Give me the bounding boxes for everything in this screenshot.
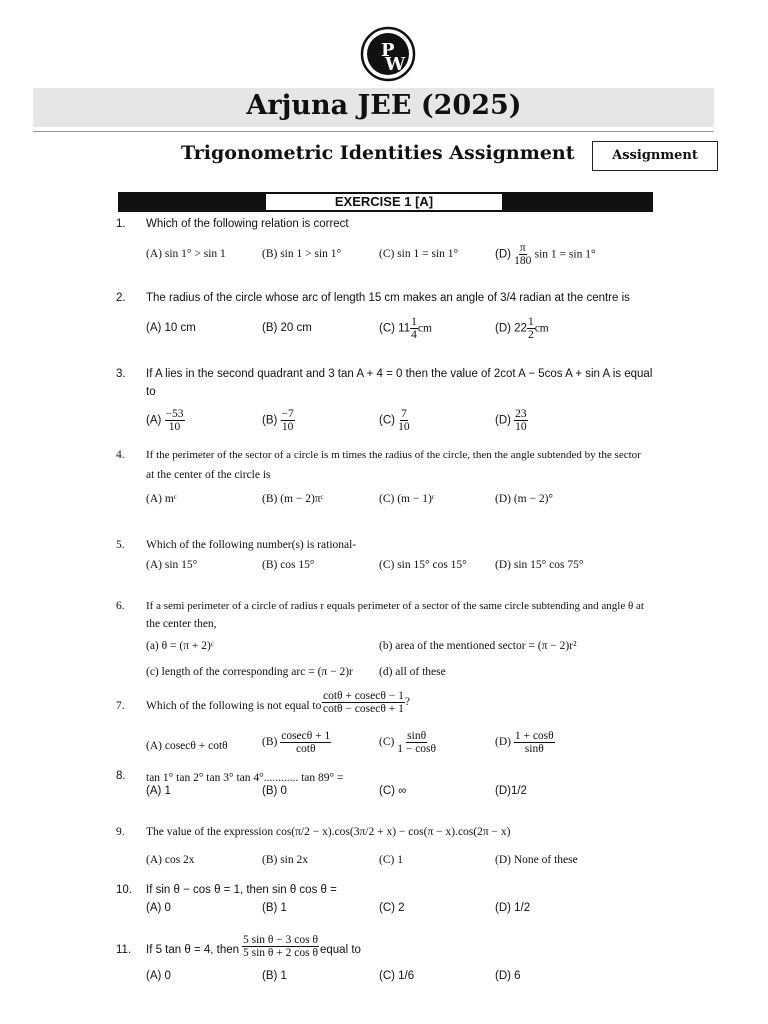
option-a: (A) 0 (146, 970, 171, 982)
divider (33, 131, 714, 132)
question-text: tan 1° tan 2° tan 3° tan 4°............ tan 89° = (146, 772, 344, 784)
question-text: Which of the following is not equal to (146, 700, 322, 712)
option-a: (A) cos 2x (146, 854, 195, 866)
option-c (379, 730, 436, 755)
option-c: (C) (m − 1)ᶜ (379, 493, 435, 505)
question-text: If A lies in the second quadrant and 3 tan A + 4 = 0 then the value of 2cot A − 5cos A + sin A is equal (146, 368, 653, 380)
question-text-cont: the center then, (146, 618, 217, 630)
fraction (397, 730, 436, 755)
option-a: (A) 1 (146, 785, 171, 797)
denominator: 10 (398, 421, 410, 433)
question-text: The radius of the circle whose arc of length 15 cm makes an angle of 3/4 radian at the centre is (146, 292, 630, 304)
option-b: (B) (m − 2)πᶜ (262, 493, 324, 505)
option-c (379, 408, 410, 433)
denominator: 10 (281, 421, 294, 433)
question-6 (0, 598, 768, 680)
option-b: (B) cos 15° (262, 559, 315, 571)
fraction (398, 408, 410, 433)
question-text: If the perimeter of the sector of a circle is m times the radius of the circle, then the angle subtended by the sector (146, 449, 641, 461)
option-d: (D) 1/2 (495, 902, 531, 914)
assignment-subtitle: Trigonometric Identities Assignment (181, 142, 575, 164)
option-d-expr: sin 1 = sin 1° (534, 248, 596, 261)
option-b: (B) 20 cm (262, 322, 312, 334)
option-c: (C) 2 (379, 902, 405, 914)
option-d (495, 730, 555, 755)
question-3 (0, 366, 768, 440)
option-label: (C) (379, 414, 395, 427)
question-8 (0, 768, 768, 802)
pw-logo (360, 26, 416, 82)
option-d: (D) sin 15° cos 75° (495, 559, 584, 571)
numerator: 7 (401, 408, 407, 420)
question-text: If a semi perimeter of a circle of radius r equals perimeter of a sector of the same circle subtending and angle θ at (146, 600, 644, 612)
numerator: −7 (281, 408, 294, 420)
numerator: cosecθ + 1 (281, 730, 331, 742)
option-c: (C) sin 1 = sin 1° (379, 248, 459, 260)
option-label: (D) (495, 414, 511, 427)
question-text: If sin θ − cos θ = 1, then sin θ cos θ = (146, 884, 337, 896)
option-d (495, 242, 596, 267)
option-a: (A) mᶜ (146, 493, 177, 505)
fraction (514, 408, 528, 433)
question-9 (0, 824, 768, 870)
question-fraction (242, 934, 319, 959)
option-a: (A) 10 cm (146, 322, 196, 334)
denominator: 10 (515, 421, 527, 433)
option-b: (b) area of the mentioned sector = (π − 2)r² (379, 640, 577, 652)
option-b: (B) sin 2x (262, 854, 308, 866)
denominator: sinθ (524, 743, 544, 755)
question-number: 7. (116, 700, 125, 712)
fraction (527, 316, 535, 341)
question-number: 3. (116, 368, 126, 380)
page-title: Arjuna JEE (2025) (246, 90, 522, 121)
denominator: 2 (527, 329, 534, 341)
option-c: (C) 1/6 (379, 970, 415, 982)
option-a: (a) θ = (π + 2)ᶜ (146, 640, 214, 652)
unit: cm (534, 322, 549, 335)
exercise-label: EXERCISE 1 [A] (266, 194, 502, 210)
numerator: 1 (411, 316, 417, 328)
question-number: 5. (116, 539, 125, 551)
option-d (495, 408, 528, 433)
option-d-label: (D) 22 (495, 322, 527, 335)
question-text: Which of the following number(s) is rational- (146, 539, 357, 551)
option-label: (B) (262, 736, 278, 749)
option-c: (C) 1 (379, 854, 403, 866)
question-1 (0, 216, 768, 272)
option-c: (C) ∞ (379, 785, 407, 797)
fraction (280, 730, 331, 755)
question-number: 2. (116, 292, 126, 304)
denominator: 1 − cosθ (397, 743, 437, 755)
question-number: 1. (116, 218, 126, 230)
question-2 (0, 290, 768, 350)
option-d: (d) all of these (379, 666, 446, 678)
fraction (281, 408, 295, 433)
question-number: 6. (116, 600, 125, 612)
denominator: 180 (514, 255, 532, 267)
denominator: 5 sin θ + 2 cos θ (243, 947, 319, 959)
option-label: (D) (495, 736, 511, 749)
question-text-after: equal to (320, 944, 361, 956)
question-text: Which of the following relation is correct (146, 218, 349, 230)
numerator: −53 (165, 408, 184, 420)
denominator: 10 (168, 421, 181, 433)
option-a: (A) sin 1° > sin 1 (146, 248, 226, 260)
option-b (262, 408, 295, 433)
denominator: cotθ (295, 743, 316, 755)
question-4 (0, 447, 768, 513)
question-text: The value of the expression cos(π/2 − x).cos(3π/2 + x) − cos(π − x).cos(2π − x) (146, 826, 511, 838)
unit: cm (417, 322, 432, 335)
option-label: (A) (146, 414, 162, 427)
option-a: (A) cosecθ + cotθ (146, 740, 228, 752)
numerator: 5 sin θ − 3 cos θ (243, 934, 319, 946)
option-b: (B) 0 (262, 785, 287, 797)
numerator: 1 + cosθ (514, 730, 554, 742)
fraction (514, 730, 555, 755)
option-b (262, 730, 331, 755)
question-text-cont: to (146, 386, 156, 398)
denominator: 4 (411, 329, 417, 341)
fraction (242, 934, 319, 959)
numerator: 23 (515, 408, 527, 420)
fraction (165, 408, 185, 433)
option-d: (D) 6 (495, 970, 521, 982)
fraction (410, 316, 418, 341)
logo-letter-p: P (381, 40, 395, 61)
option-d: (D) (m − 2)° (495, 493, 554, 505)
option-a: (A) sin 15° (146, 559, 198, 571)
numerator: π (519, 242, 526, 254)
numerator: 1 (527, 316, 534, 328)
question-number: 4. (116, 449, 125, 461)
option-d: (D) None of these (495, 854, 578, 866)
option-a: (A) 0 (146, 902, 171, 914)
logo-letter-w: W (385, 54, 406, 75)
assignment-tag: Assignment (592, 141, 718, 171)
option-c: (C) sin 15° cos 15° (379, 559, 467, 571)
question-number: 10. (116, 884, 132, 896)
fraction (322, 690, 405, 715)
question-number: 8. (116, 770, 126, 782)
option-d (495, 316, 549, 341)
option-b: (B) sin 1 > sin 1° (262, 248, 342, 260)
option-c: (c) length of the corresponding arc = (π − 2)r (146, 666, 353, 678)
question-10 (0, 882, 768, 918)
option-a (146, 408, 185, 433)
question-11 (0, 934, 768, 986)
denominator: cotθ − cosecθ + 1 (323, 703, 404, 715)
option-label: (B) (262, 414, 278, 427)
fraction (514, 242, 531, 267)
question-text-cont: at the center of the circle is (146, 469, 271, 481)
option-d-label: (D) (495, 248, 511, 261)
question-fraction: $\frac{\cot\theta + cosec\theta - 1}{\cot\theta - cosec\theta + 1}$ ? (323, 690, 410, 715)
option-c-label: (C) 11 (379, 322, 411, 335)
numerator: sinθ (407, 730, 427, 742)
option-c (379, 316, 432, 341)
question-number: 11. (116, 944, 132, 956)
question-7 (0, 690, 768, 768)
option-label: (C) (379, 736, 395, 749)
question-text: If 5 tan θ = 4, then (146, 944, 240, 956)
question-number: 9. (116, 826, 125, 838)
option-b: (B) 1 (262, 902, 287, 914)
option-b: (B) 1 (262, 970, 287, 982)
numerator: cotθ + cosecθ − 1 (323, 690, 404, 702)
option-d: (D)1/2 (495, 785, 527, 797)
question-5 (0, 537, 768, 577)
